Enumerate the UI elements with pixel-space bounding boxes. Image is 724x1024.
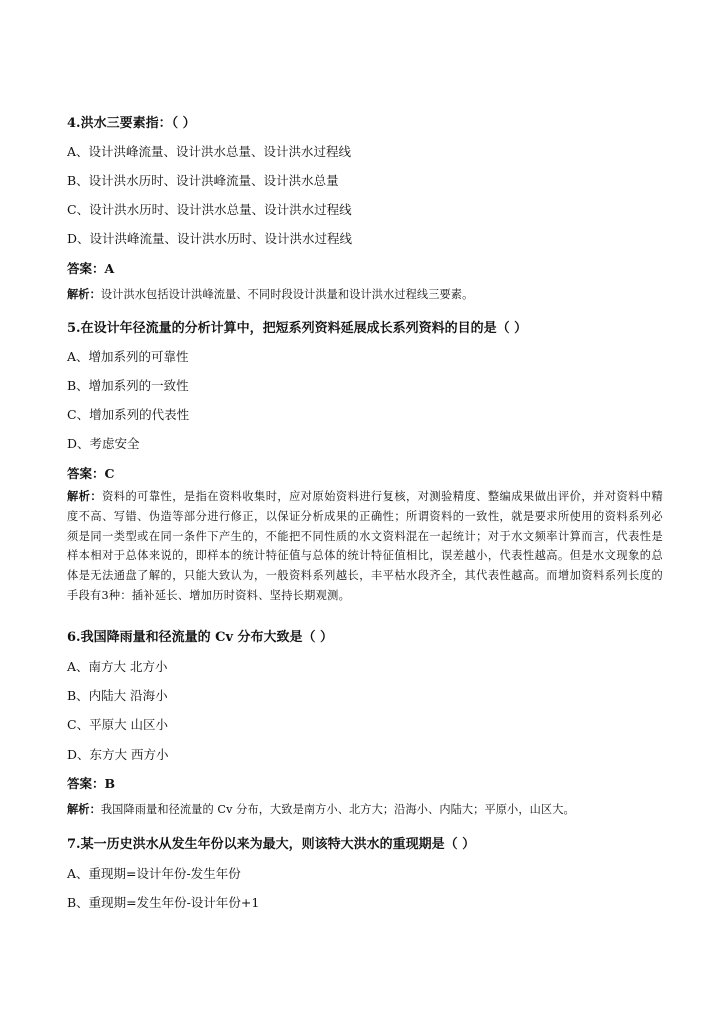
question-7-option-b: B、重现期=发生年份-设计年份+1 — [67, 895, 260, 910]
question-5-option-a: A、增加系列的可靠性 — [67, 349, 189, 364]
explanation-label: 解析： — [67, 802, 101, 816]
question-7-title: 7.某一历史洪水从发生年份以来为最大，则该特大洪水的重现期是（ ） — [67, 837, 476, 852]
explanation-label: 解析： — [67, 287, 101, 301]
answer-label: 答案： — [67, 776, 105, 791]
question-5-answer — [67, 464, 667, 482]
question-4-option-c: C、设计洪水历时、设计洪水总量、设计洪水过程线 — [67, 202, 352, 217]
question-4-answer — [67, 259, 667, 277]
question-6-explanation — [67, 800, 663, 820]
question-4-option-a: A、设计洪峰流量、设计洪水总量、设计洪水过程线 — [67, 144, 352, 159]
explanation-text: 资料的可靠性，是指在资料收集时，应对原始资料进行复核，对测验精度、整编成果做出评价，并对资料中精度不高、写错、伪造等部分进行修正，以保证分析成果的正确性；所谓资料的一致性，就是要求所使用的资料系列必须是同一类型或在同一条件下产生的，不能把不同性质的水文资料混在一起统计；对于水文频率计算而言，代表性是样本相对于总体来说的，即样本的统计特征值与总体的统计特征值相比，误差越小，代表性越高。但是水文现象的总体是无法通盘了解的，只能大致认为，一般资料系列越长，丰平枯水段齐全，其代表性越高。而增加资料系列长度的手段有3种：插补延长、增加历时资料、坚持长期观测。 — [67, 490, 663, 602]
question-5-option-c: C、增加系列的代表性 — [67, 407, 190, 422]
question-6-option-a: A、南方大 北方小 — [67, 659, 168, 674]
explanation-text: 设计洪水包括设计洪峰流量、不同时段设计洪量和设计洪水过程线三要素。 — [100, 288, 474, 301]
question-7-option-a: A、重现期=设计年份-发生年份 — [67, 866, 241, 881]
answer-label: 答案： — [67, 261, 105, 276]
question-4-option-d: D、设计洪峰流量、设计洪水历时、设计洪水过程线 — [67, 231, 353, 246]
answer-value: C — [104, 466, 115, 481]
question-6-answer — [67, 774, 667, 792]
explanation-label: 解析： — [67, 489, 103, 503]
answer-label: 答案： — [67, 466, 105, 481]
question-4-explanation — [67, 285, 663, 305]
question-4-title: 4.洪水三要素指：（ ） — [67, 116, 196, 131]
question-5-explanation — [67, 487, 663, 606]
question-5-option-d: D、考虑安全 — [67, 436, 140, 451]
question-6-title: 6.我国降雨量和径流量的 Cv 分布大致是（ ） — [67, 630, 334, 645]
question-6-option-b: B、内陆大 沿海小 — [67, 688, 168, 703]
answer-value: A — [104, 261, 115, 276]
question-5-title: 5.在设计年径流量的分析计算中，把短系列资料延展成长系列资料的目的是（ ） — [67, 321, 528, 336]
question-6-option-d: D、东方大 西方小 — [67, 747, 169, 762]
explanation-text: 我国降雨量和径流量的 Cv 分布，大致是南方小、北方大；沿海小、内陆大；平原小，山区大。 — [100, 803, 575, 816]
question-6-option-c: C、平原大 山区小 — [67, 717, 169, 732]
question-4-option-b: B、设计洪水历时、设计洪峰流量、设计洪水总量 — [67, 173, 339, 188]
question-5-option-b: B、增加系列的一致性 — [67, 378, 189, 393]
answer-value: B — [104, 776, 116, 791]
